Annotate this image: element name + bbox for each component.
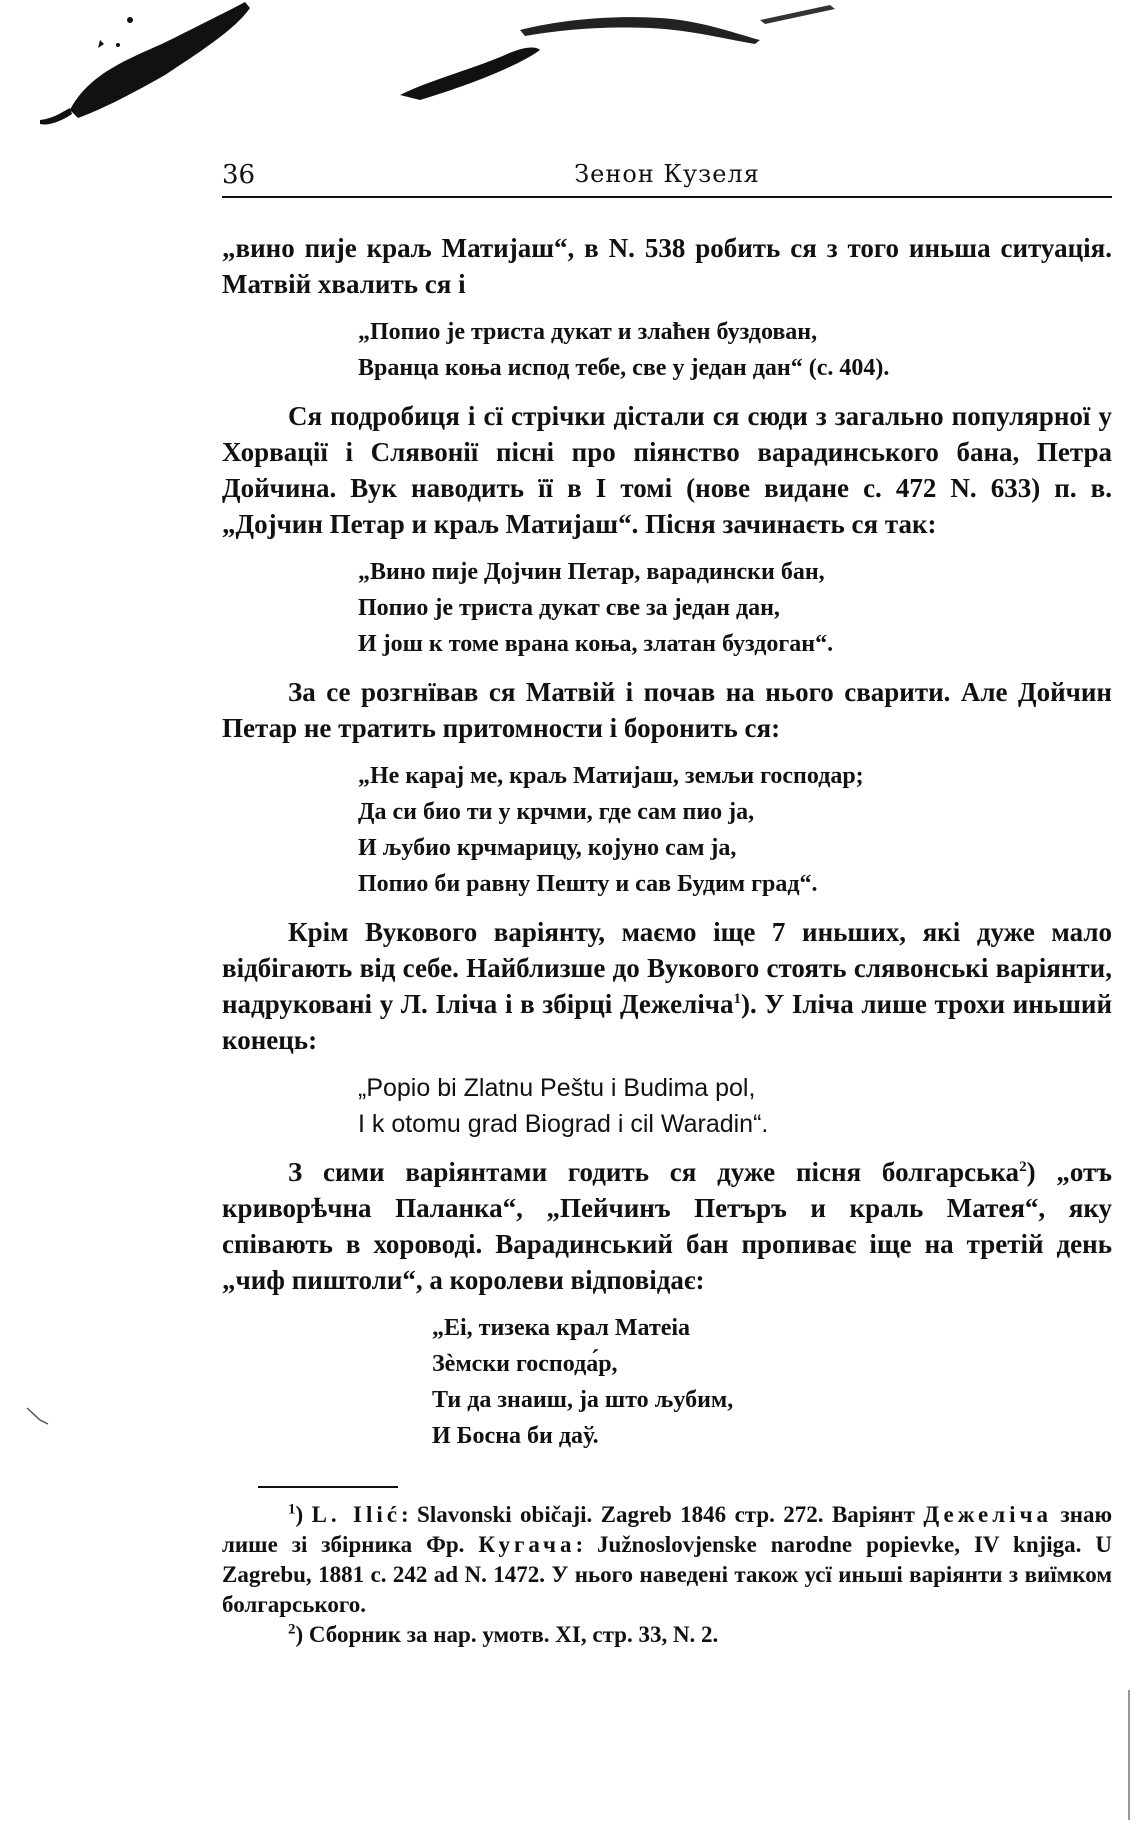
verse-line: Ти да знаиш, ја што љубим, — [432, 1387, 734, 1413]
paragraph-1: „вино пије краљ Матијаш“, в N. 538 робить ся з того иньша ситуація. Матвій хвалить ся і — [222, 233, 1112, 299]
verse-block-3 — [358, 758, 1112, 902]
paragraph-2: Ся подробиця і сї стрічки дістали ся сюди з загально популярної у Хорвації і Слявонії пісні про піянство варадинського бана, Петра Дойчина. Вук наводить її в I томі (нове видане с. 472 N. 633) п. в. „Дојчин Петар и краљ Матијаш“. Пісня зачинаєть ся так: — [222, 401, 1112, 539]
footnote-ref-1: 1 — [733, 991, 741, 1007]
footnote-2: $^2$) Сборник за нар. умотв. XI, стр. 33, N. 2. — [288, 1621, 719, 1647]
footnote-ref-2: 2 — [1019, 1159, 1027, 1175]
verse-line: „Еі, тизека крал Матеіа — [432, 1315, 691, 1341]
scan-speck-icon — [22, 1400, 62, 1440]
verse-line: „Вино пије Дојчин Петар, варадински бан, — [358, 559, 825, 585]
page-number: 36 — [222, 160, 256, 190]
verse-line: „Popio bi Zlatnu Peštu i Budima pol, — [358, 1074, 756, 1102]
scan-edge-line-icon — [1126, 1690, 1134, 1820]
body-text — [222, 230, 1112, 1466]
verse-line: I k otomu grad Biograd i cil Waradin“. — [358, 1110, 769, 1138]
verse-line: И још к томе врана коња, златан буздоган“. — [358, 631, 834, 657]
running-head: Зенон Кузеля — [574, 160, 760, 188]
verse-block-1 — [358, 314, 1112, 386]
page-header — [222, 160, 1112, 198]
paragraph-5: З сими варіянтами годить ся дуже пісня болгарська$^2$) „отъ криворѣчна Паланка“, „Пейчинъ Петъръ и краль Матея“, яку співають в хороводі. Варадинський бан пропиває іще на третій день „чиф пиштоли“, а королеви відповідає: — [222, 1157, 1112, 1295]
verse-block-2 — [358, 554, 1112, 662]
verse-line: Зѐмски господа́р, — [432, 1351, 618, 1377]
paragraph-3: За се розгнївав ся Матвій і почав на нього сварити. Але Дойчин Петар не тратить притомности і боронить ся: — [222, 677, 1112, 743]
footnote-divider — [258, 1486, 398, 1488]
footnote-1: $^1$) L. Ilić: Slavonski običaji. Zagreb 1846 стр. 272. Варіянт Дежеліча знаю лише зі збірника Фр. Кугача: Južnoslovjenske narodne popievke, IV knjiga. U Zagrebu, 1881 с. 242 ad N. 1472. У нього наведені також усї иньші варіянти з виїмком болгарського. — [222, 1501, 1113, 1617]
verse-block-5 — [432, 1310, 1112, 1454]
verse-line: Вранца коња испод тебе, све у један дан“ (с. 404). — [358, 355, 890, 381]
verse-line: Попио би равну Пешту и сав Будим град“. — [358, 871, 818, 897]
footnotes — [222, 1500, 1112, 1650]
verse-line: И Босна би даў. — [432, 1423, 599, 1449]
verse-line: „Не карај ме, краљ Матијаш, земљи господар; — [358, 763, 864, 789]
verse-line: Попио је триста дукат све за један дан, — [358, 595, 780, 621]
verse-block-4 — [358, 1070, 1112, 1142]
ink-blot-decoration — [0, 0, 900, 130]
verse-line: И љубио крчмарицу, којуно сам ја, — [358, 835, 737, 861]
verse-line: Да си био ти у крчми, где сам пио ја, — [358, 799, 755, 825]
verse-line: „Попио је триста дукат и злаћен буздован, — [358, 319, 818, 345]
paragraph-4: Крім Вукового варіянту, маємо іще 7 иньших, які дуже мало відбігають від себе. Найблизше до Вукового стоять слявонські варіянти, надруковані у Л. Іліча і в збірці Дежеліча$^1$). У Іліча лише трохи иньший конець: — [222, 917, 1113, 1055]
